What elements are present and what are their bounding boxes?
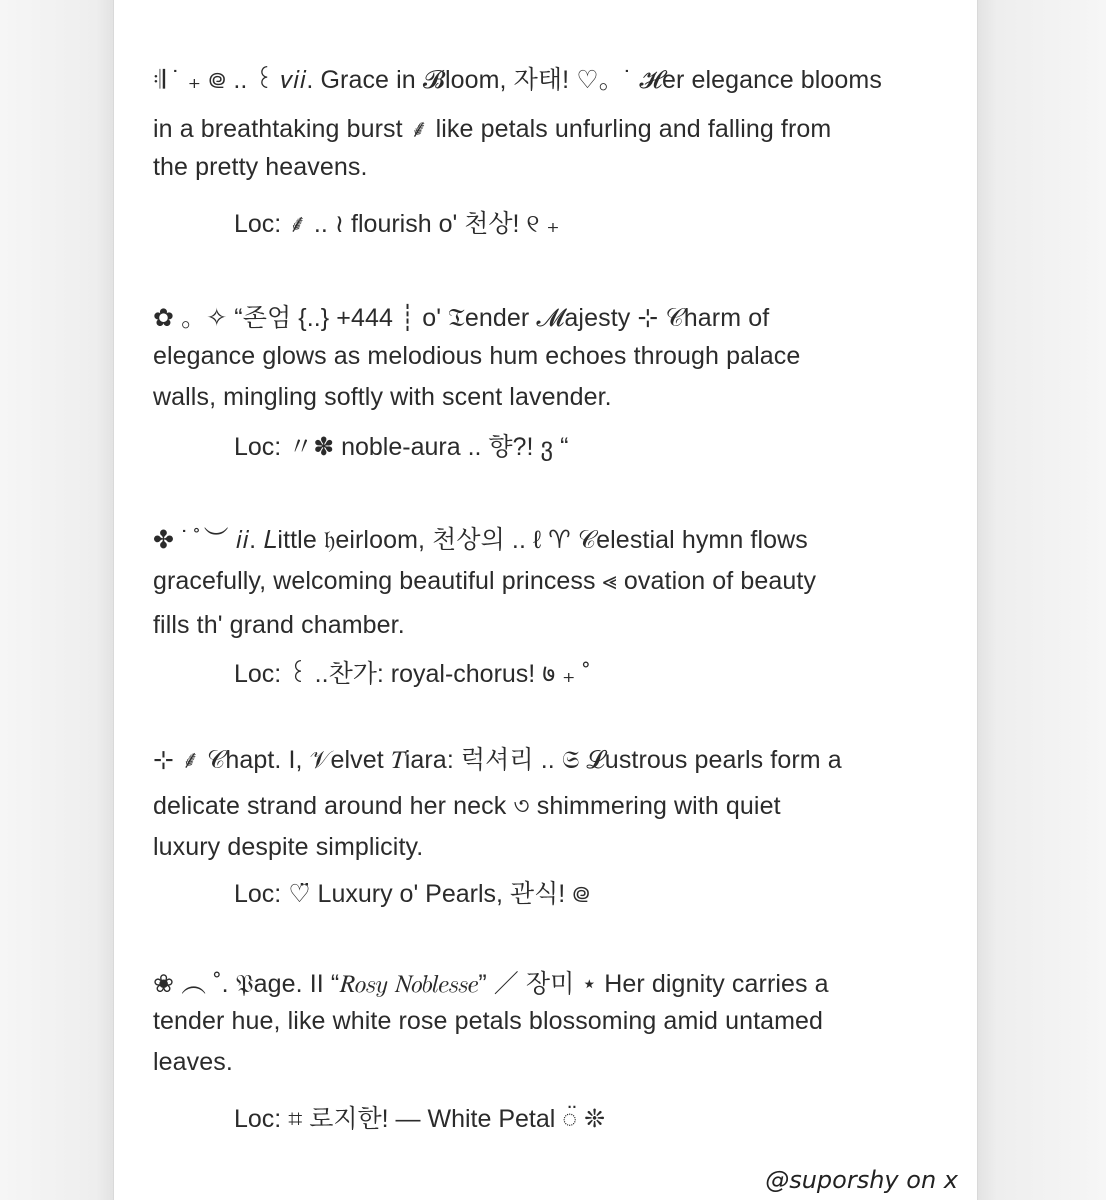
block-2-line-2: elegance glows as melodious hum echoes through palace — [153, 342, 801, 370]
block-5-line-3: leaves. — [153, 1048, 233, 1076]
block-1-loc: Loc: ⸙ .. ≀ flourish o' 천상! ୧ ₊ — [234, 210, 560, 238]
block-3-line-1: ✤ ˙ ̊ ︶ 𝑖𝑖. 𝐿ittle 𝔥eirloom, 천상의 .. ℓ ♈ 𝒞elestial hymn flows — [153, 526, 808, 554]
block-5-line-1: ❀ ︵ ˚. 𝔓age. II “𝑅𝑜𝑠𝑦 𝑁𝑜𝑏𝑙𝑒𝑠𝑠𝑒” ／ 장미 ⋆ Her dignity carries a — [153, 970, 829, 998]
block-1-line-2: in a breathtaking burst ⸙ like petals unfurling and falling from — [153, 115, 832, 143]
block-1-line-1: 𝄇 ˙ ₊ ᪤ .. ꒰ 𝑣𝑖𝑖. Grace in 𝓑loom, 자태! ♡。˙ 𝓗er elegance blooms — [153, 66, 882, 94]
left-margin-shadow — [0, 0, 113, 1200]
block-3-loc: Loc: ꒰ ..찬가: royal-chorus! ७ ₊ ˚ — [234, 660, 591, 688]
watermark-handle: @suporshy on x — [765, 1166, 958, 1194]
block-4-line-2: delicate strand around her neck ৩ shimmering with quiet — [153, 792, 781, 820]
block-4-line-3: luxury despite simplicity. — [153, 833, 424, 861]
block-4-loc: Loc: ♡̈ Luxury o' Pearls, 관식! ᪤ — [234, 880, 591, 908]
block-3-line-3: fills th' grand chamber. — [153, 611, 405, 639]
block-2-line-1: ✿ 。✧ “존엄 {..} +444 ┊ o' 𝔗ender 𝓜ajesty ⊹ 𝒞harm of — [153, 304, 770, 332]
block-5-line-2: tender hue, like white rose petals blossoming amid untamed — [153, 1007, 824, 1035]
block-1-line-3: the pretty heavens. — [153, 153, 368, 181]
right-margin-shadow — [978, 0, 1106, 1200]
block-4-line-1: ⊹ ⸙ 𝒞hapt. I, 𝒱elvet 𝑇iara: 럭셔리 .. 𝔖 𝓛ustrous pearls form a — [153, 746, 842, 774]
block-3-line-2: gracefully, welcoming beautiful princess ⪡ ovation of beauty — [153, 567, 817, 595]
block-2-loc: Loc: 〃✽ noble-aura .. 향?! ვ “ — [234, 433, 569, 461]
block-5-loc: Loc: ⌗ 로지한! — White Petal ◌̈ ❊ — [234, 1105, 606, 1133]
block-2-line-3: walls, mingling softly with scent lavender. — [153, 383, 612, 411]
